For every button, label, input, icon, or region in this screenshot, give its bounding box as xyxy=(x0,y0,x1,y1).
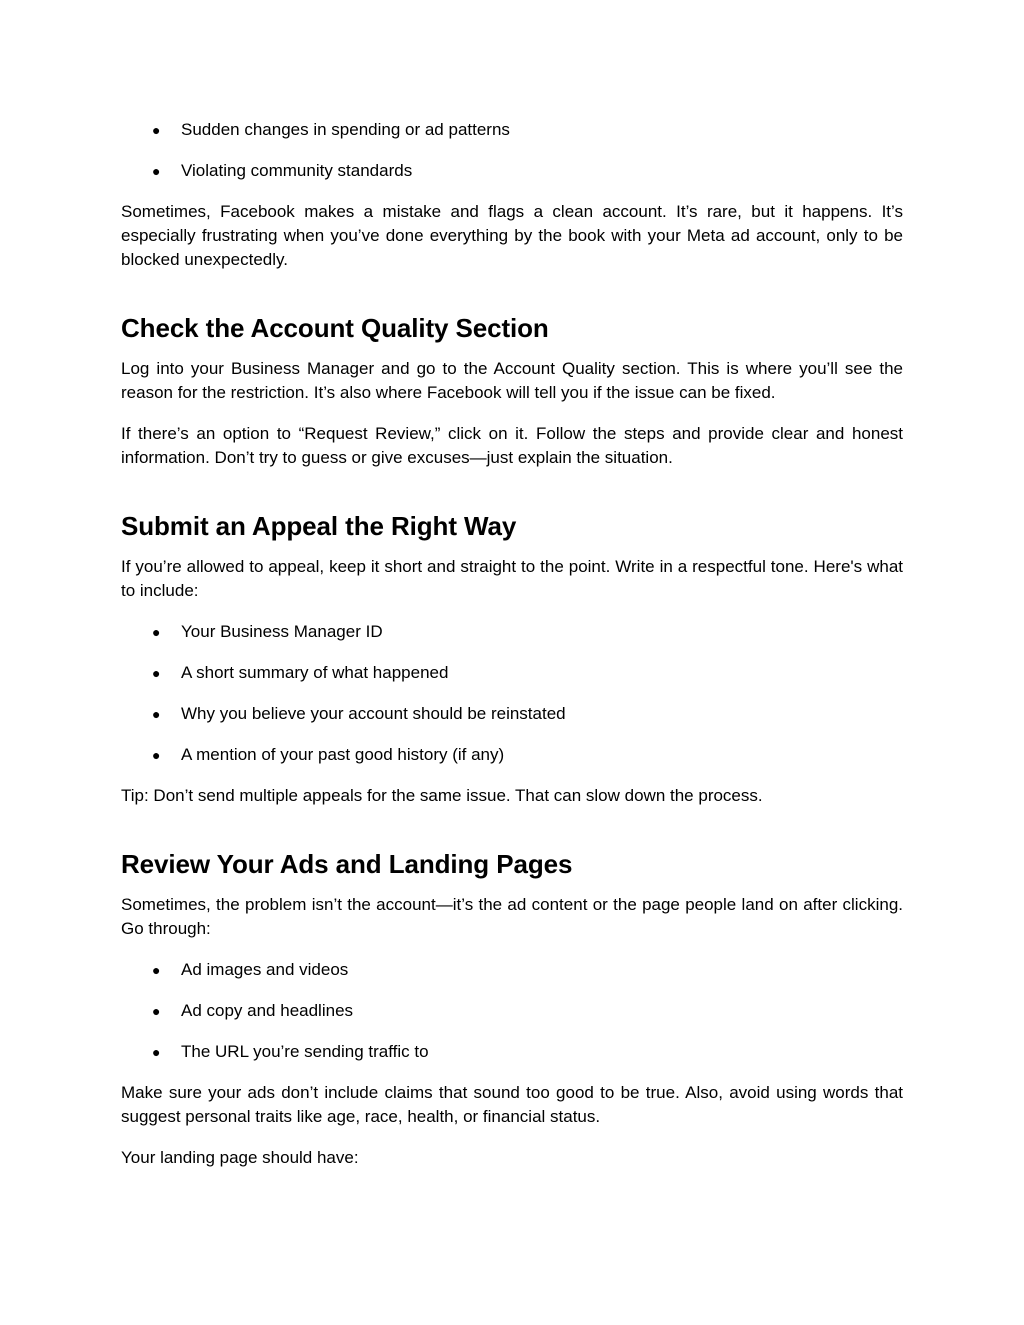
list-item xyxy=(121,999,903,1023)
paragraph: If there’s an option to “Request Review,” click on it. Follow the steps and provide clear and honest information. Don’t try to guess or give excuses—just explain the situation. xyxy=(121,424,903,467)
list-item xyxy=(121,661,903,685)
list-item xyxy=(121,620,903,644)
list-item-text: Sudden changes in spending or ad patterns xyxy=(181,120,510,139)
paragraph: Sometimes, the problem isn’t the account—it’s the ad content or the page people land on after clicking. Go through: xyxy=(121,895,903,938)
list-item xyxy=(121,702,903,726)
tip-paragraph: Tip: Don’t send multiple appeals for the same issue. That can slow down the process. xyxy=(121,786,763,805)
list-item xyxy=(121,743,903,767)
bullet-icon: ● xyxy=(152,624,161,640)
list-item-text: Ad copy and headlines xyxy=(181,1001,354,1020)
list-item xyxy=(121,958,903,982)
list-item-text: A mention of your past good history (if any) xyxy=(181,745,505,764)
top-bullet-list xyxy=(121,118,903,183)
list-item-text: Ad images and videos xyxy=(181,960,349,979)
bullet-icon: ● xyxy=(152,665,161,681)
bullet-icon: ● xyxy=(152,747,161,763)
bullet-icon: ● xyxy=(152,1003,161,1019)
paragraph: Log into your Business Manager and go to the Account Quality section. This is where you’ll see the reason for the restriction. It’s also where Facebook will tell you if the issue can be fixed. xyxy=(121,359,903,402)
paragraph: If you’re allowed to appeal, keep it short and straight to the point. Write in a respectful tone. Here's what to include: xyxy=(121,557,903,600)
paragraph: Make sure your ads don’t include claims that sound too good to be true. Also, avoid using words that suggest personal traits like age, race, health, or financial status. xyxy=(121,1083,903,1126)
list-item xyxy=(121,159,903,183)
list-item xyxy=(121,118,903,142)
section-heading-submit-appeal: Submit an Appeal the Right Way xyxy=(121,511,517,541)
bullet-icon: ● xyxy=(152,962,161,978)
list-item-text: Your Business Manager ID xyxy=(181,622,383,641)
list-item-text: Why you believe your account should be reinstated xyxy=(181,704,566,723)
list-item-text: A short summary of what happened xyxy=(181,663,449,682)
bullet-icon: ● xyxy=(152,1044,161,1060)
bullet-icon: ● xyxy=(152,706,161,722)
intro-paragraph: Sometimes, Facebook makes a mistake and flags a clean account. It’s rare, but it happens. It’s especially frustrating when you’ve done everything by the book with your Meta ad account, only to be blocked unexpectedly. xyxy=(121,202,903,269)
bullet-icon: ● xyxy=(152,122,161,138)
list-item-text: Violating community standards xyxy=(181,161,413,180)
section-heading-account-quality: Check the Account Quality Section xyxy=(121,313,549,343)
section-heading-review-ads: Review Your Ads and Landing Pages xyxy=(121,849,573,879)
review-bullet-list xyxy=(121,958,903,1064)
paragraph: Your landing page should have: xyxy=(121,1148,359,1167)
list-item xyxy=(121,1040,903,1064)
list-item-text: The URL you’re sending traffic to xyxy=(181,1042,429,1061)
bullet-icon: ● xyxy=(152,163,161,179)
document-page xyxy=(121,118,903,1170)
appeal-bullet-list xyxy=(121,620,903,767)
